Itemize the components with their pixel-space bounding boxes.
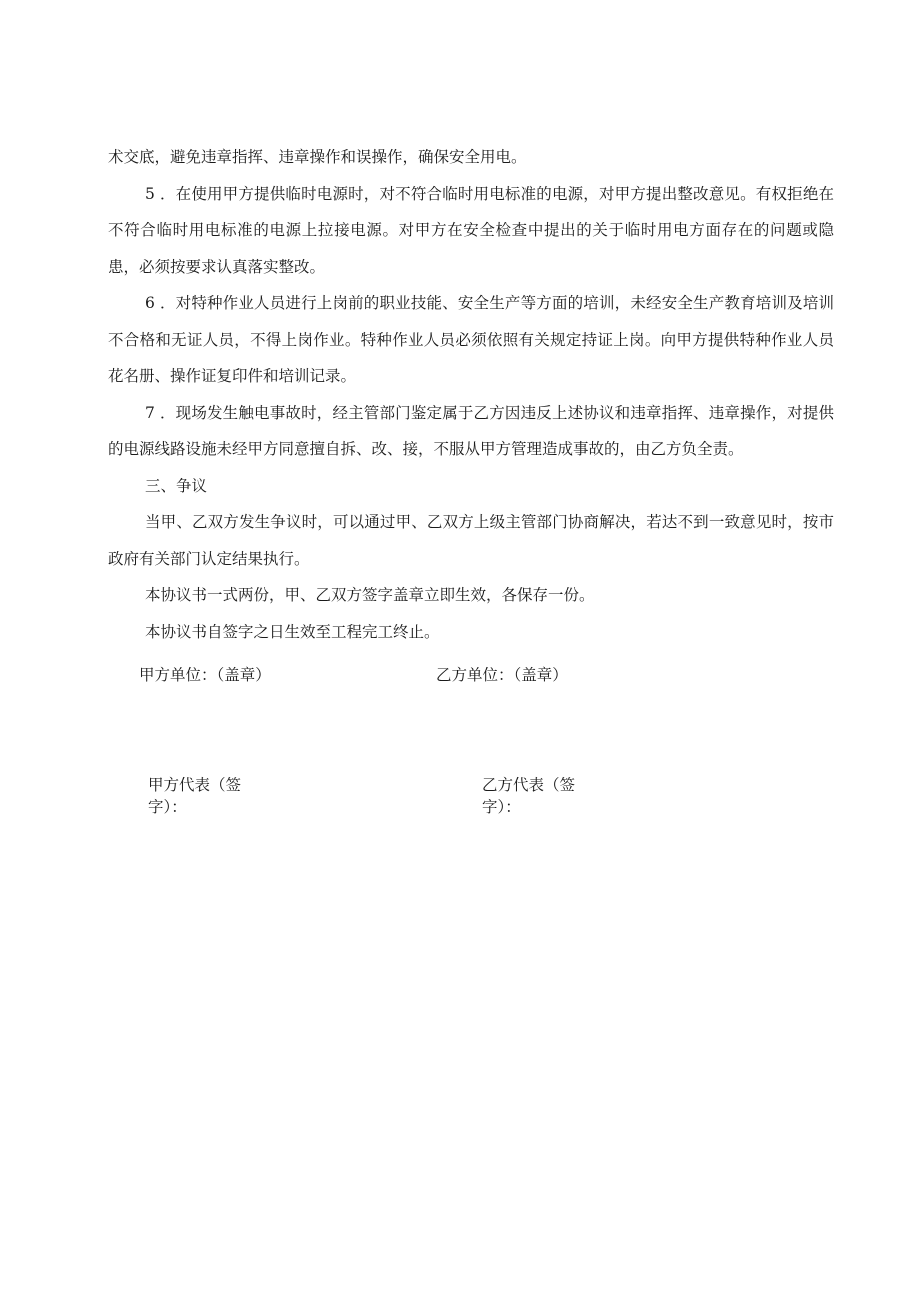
paragraph-continuation: 术交底，避免违章指挥、违章操作和误操作，确保安全用电。 [108, 148, 527, 166]
paragraph-clause-5: 5 ．在使用甲方提供临时电源时，对不符合临时用电标准的电源，对甲方提出整改意见。有权拒绝在不符合临时用电标准的电源上拉接电源。对甲方在安全检查中提出的关于临时用电方面存在的问题或隐患，必须按要求认真落实整改。 [108, 184, 834, 276]
paragraph-validity: 本协议书自签字之日生效至工程完工终止。 [145, 622, 440, 641]
paragraph-dispute: 当甲、乙双方发生争议时，可以通过甲、乙双方上级主管部门协商解决，若达不到一致意见时，按市政府有关部门认定结果执行。 [108, 513, 834, 568]
party-b-representative-signature-field: 乙方代表（签字）： [482, 776, 576, 816]
paragraph-clause-6: 6 ．对特种作业人员进行上岗前的职业技能、安全生产等方面的培训，未经安全生产教育培训及培训不合格和无证人员，不得上岗作业。特种作业人员必须依照有关规定持证上岗。向甲方提供特种作业人员花名册、操作证复印件和培训记录。 [108, 294, 834, 385]
party-a-representative-signature-field: 甲方代表（签字）： [148, 776, 242, 816]
party-a-unit-seal-field: 甲方单位：（盖章） [139, 666, 271, 684]
party-b-unit-seal-field: 乙方单位：（盖章） [436, 666, 568, 684]
paragraph-copies: 本协议书一式两份，甲、乙双方签字盖章立即生效，各保存一份。 [145, 586, 595, 604]
section-heading-dispute: 三、争议 [145, 476, 208, 495]
agreement-body [108, 139, 834, 650]
paragraph-clause-7: 7 ．现场发生触电事故时，经主管部门鉴定属于乙方因违反上述协议和违章指挥、违章操作，对提供的电源线路设施未经甲方同意擅自拆、改、接，不服从甲方管理造成事故的，由乙方负全责。 [108, 403, 834, 458]
